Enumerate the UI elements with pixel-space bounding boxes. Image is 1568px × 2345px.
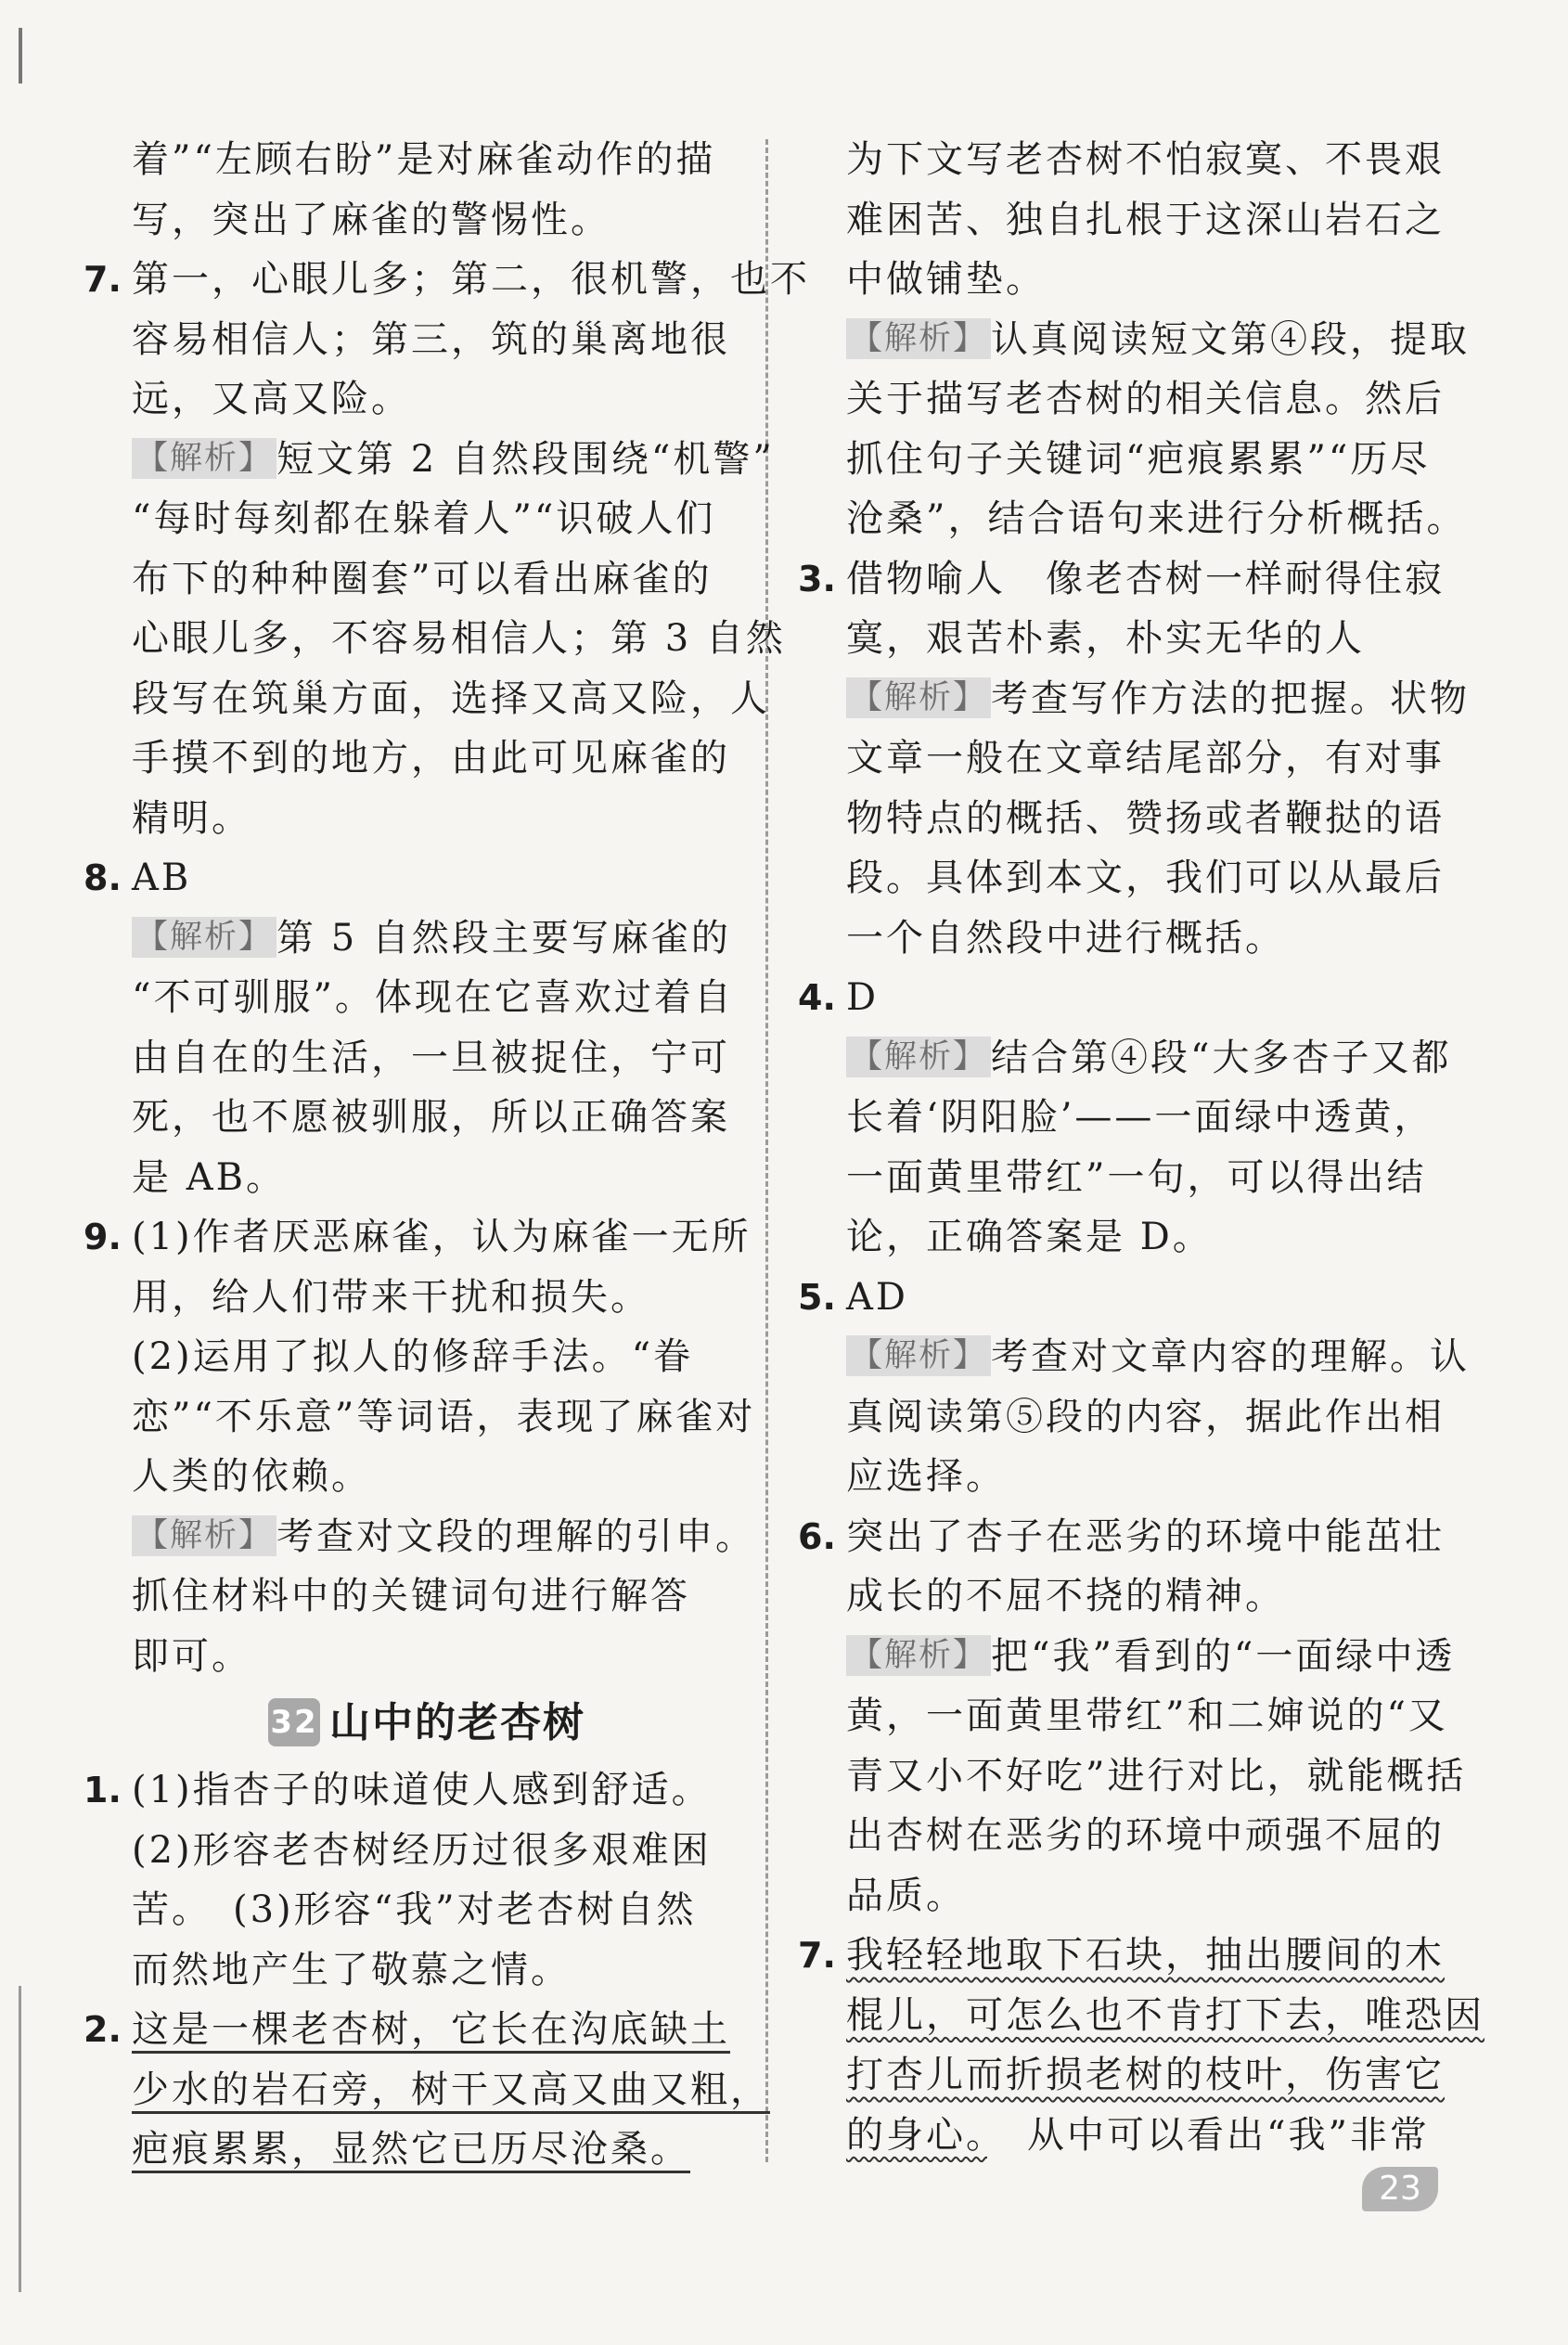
item-number: 3. <box>798 558 836 599</box>
analysis-text: 段。具体到本文，我们可以从最后 <box>846 857 1445 899</box>
analysis-text: 应选择。 <box>846 1455 1006 1498</box>
analysis-tag: 【解析】 <box>846 677 991 718</box>
analysis-text: “每时每刻都在躲着人”“识破人们 <box>132 497 716 540</box>
analysis-text: 把“我”看到的“一面绿中透 <box>991 1634 1456 1678</box>
analysis-text: 长着‘阴阳脸’——一面绿中透黄， <box>846 1096 1434 1139</box>
item-number: 2. <box>84 2009 122 2050</box>
right-column <box>798 130 1484 2165</box>
item-number: 4. <box>798 977 836 1018</box>
answer-text: AB <box>132 857 192 899</box>
item-number: 9. <box>84 1217 122 1257</box>
analysis-text: 短文第 2 自然段围绕“机警” <box>276 437 775 481</box>
analysis-text: 死，也不愿被驯服，所以正确答案 <box>132 1096 730 1139</box>
answer-text: 难困苦、独自扎根于这深山岩石之 <box>846 198 1445 241</box>
section-heading <box>121 1686 733 1760</box>
text-line: 着”“左顾右盼”是对麻雀动作的描 <box>132 138 716 181</box>
answer-item-9 <box>84 1207 756 1686</box>
analysis-tag: 【解析】 <box>846 1037 991 1077</box>
answer-text: 人类的依赖。 <box>132 1455 371 1498</box>
text-line: 写，突出了麻雀的警惕性。 <box>132 198 610 241</box>
wavy-underlined-text: 的身心。 <box>846 2113 987 2157</box>
answer-item-1 <box>84 1760 733 2000</box>
section-number-badge: 32 <box>268 1698 320 1746</box>
answer-text: 成长的不屈不挠的精神。 <box>846 1575 1285 1617</box>
analysis-text: 第 5 自然段主要写麻雀的 <box>276 916 731 960</box>
analysis-text: 青又小不好吃”进行对比，就能概括 <box>846 1754 1467 1797</box>
analysis-text: 结合第④段“大多杏子又都 <box>991 1036 1452 1079</box>
analysis-tag: 【解析】 <box>132 438 276 479</box>
analysis-text: 精明。 <box>132 796 251 840</box>
page-number: 23 <box>1362 2167 1438 2211</box>
item-number: 7. <box>798 1935 836 1976</box>
analysis-tag: 【解析】 <box>846 1335 991 1376</box>
analysis-text: 心眼儿多，不容易相信人；第 3 自然 <box>132 617 786 660</box>
section-title: 山中的老杏树 <box>329 1699 585 1746</box>
analysis-text: 由自在的生活，一旦被捉住，宁可 <box>132 1036 730 1079</box>
wavy-underlined-text: 棍儿，可怎么也不肯打下去，唯恐因 <box>846 1993 1484 2037</box>
item-number: 6. <box>798 1515 836 1557</box>
answer-text: (2)形容老杏树经历过很多艰难困 <box>132 1828 712 1872</box>
answer-item-8 <box>84 848 733 1207</box>
page-edge-mark <box>19 28 22 84</box>
item-number: 5. <box>798 1276 836 1318</box>
analysis-text: 论，正确答案是 D。 <box>846 1216 1213 1258</box>
answer-item-5 <box>798 1268 1471 1507</box>
analysis-text: 出杏树在恶劣的环境中顽强不屈的 <box>846 1814 1445 1857</box>
page-edge-mark <box>19 1986 21 2292</box>
answer-item-7 <box>84 250 810 848</box>
item-number: 1. <box>84 1770 122 1810</box>
analysis-text: 是 AB。 <box>132 1155 286 1199</box>
answer-text: D <box>846 976 880 1019</box>
item-number: 7. <box>84 259 122 300</box>
analysis-tag: 【解析】 <box>132 917 276 958</box>
analysis-text: 品质。 <box>846 1874 966 1917</box>
answer-text: (1)作者厌恶麻雀，认为麻雀一无所 <box>132 1216 752 1258</box>
answer-text: 借物喻人 像老杏树一样耐得住寂 <box>846 557 1445 600</box>
answer-text: 为下文写老杏树不怕寂寞、不畏艰 <box>846 138 1445 181</box>
answer-text: 远，又高又险。 <box>132 378 411 420</box>
analysis-text: 考查对文章内容的理解。认 <box>991 1335 1471 1378</box>
analysis-tag: 【解析】 <box>846 318 991 359</box>
analysis-text: 物特点的概括、赞扬或者鞭挞的语 <box>846 796 1445 840</box>
answer-item-6 <box>798 1507 1467 1926</box>
analysis-text: 段写在筑巢方面，选择又高又险，人 <box>132 676 770 720</box>
underlined-answer-text: 这是一棵老杏树，它长在沟底缺土 <box>132 2008 730 2054</box>
analysis-text: 认真阅读短文第④段，提取 <box>991 317 1471 361</box>
answer-item-2 <box>84 2000 770 2180</box>
analysis-text: 抓住材料中的关键词句进行解答 <box>132 1575 690 1617</box>
analysis-text: 文章一般在文章结尾部分，有对事 <box>846 737 1445 780</box>
answer-text: 苦。 (3)形容“我”对老杏树自然 <box>132 1888 697 1931</box>
analysis-text: “不可驯服”。体现在它喜欢过着自 <box>132 976 734 1019</box>
answer-text: 恋”“不乐意”等词语，表现了麻雀对 <box>132 1395 756 1438</box>
answer-text: 从中可以看出“我”非常 <box>987 2113 1430 2157</box>
analysis-text: 考查写作方法的把握。状物 <box>991 676 1471 720</box>
underlined-answer-text: 疤痕累累，显然它已历尽沧桑。 <box>132 2128 690 2173</box>
analysis-text: 关于描写老杏树的相关信息。然后 <box>846 378 1445 420</box>
answer-item-3 <box>798 549 1471 969</box>
answer-text: (2)运用了拟人的修辞手法。“眷 <box>132 1335 694 1378</box>
answer-text: 寞，艰苦朴素，朴实无华的人 <box>846 617 1365 660</box>
underlined-answer-text: 少水的岩石旁，树干又高又曲又粗， <box>132 2068 770 2114</box>
item-number: 8. <box>84 857 122 898</box>
analysis-text: 布下的种种圈套”可以看出麻雀的 <box>132 557 713 600</box>
analysis-text: 手摸不到的地方，由此可见麻雀的 <box>132 737 730 780</box>
answer-text: AD <box>846 1275 908 1319</box>
answer-text: (1)指杏子的味道使人感到舒适。 <box>132 1769 712 1811</box>
analysis-text: 一个自然段中进行概括。 <box>846 916 1285 960</box>
analysis-text: 抓住句子关键词“疤痕累累”“历尽 <box>846 437 1431 481</box>
analysis-text: 沧桑”，结合语句来进行分析概括。 <box>846 497 1467 540</box>
wavy-underlined-text: 我轻轻地取下石块，抽出腰间的木 <box>846 1934 1445 1977</box>
wavy-underlined-text: 打杏儿而折损老树的枝叶，伤害它 <box>846 2054 1445 2096</box>
answer-text: 中做铺垫。 <box>846 258 1046 301</box>
analysis-tag: 【解析】 <box>132 1515 276 1556</box>
answer-item-7-right <box>798 1926 1484 2165</box>
answer-text: 而然地产生了敬慕之情。 <box>132 1948 571 1991</box>
left-column <box>84 130 810 2180</box>
answer-item-4 <box>798 968 1452 1268</box>
analysis-text: 即可。 <box>132 1634 251 1678</box>
answer-text: 用，给人们带来干扰和损失。 <box>132 1275 650 1319</box>
analysis-text: 一面黄里带红”一句，可以得出结 <box>846 1155 1427 1199</box>
analysis-tag: 【解析】 <box>846 1635 991 1676</box>
analysis-text: 考查对文段的理解的引申。 <box>276 1514 756 1558</box>
analysis-text: 真阅读第⑤段的内容，据此作出相 <box>846 1395 1445 1438</box>
answer-text: 容易相信人；第三，筑的巢离地很 <box>132 317 730 361</box>
answer-text: 突出了杏子在恶劣的环境中能茁壮 <box>846 1514 1445 1558</box>
analysis-text: 黄，一面黄里带红”和二婶说的“又 <box>846 1694 1448 1737</box>
answer-text: 第一，心眼儿多；第二，很机警，也不 <box>132 258 810 301</box>
